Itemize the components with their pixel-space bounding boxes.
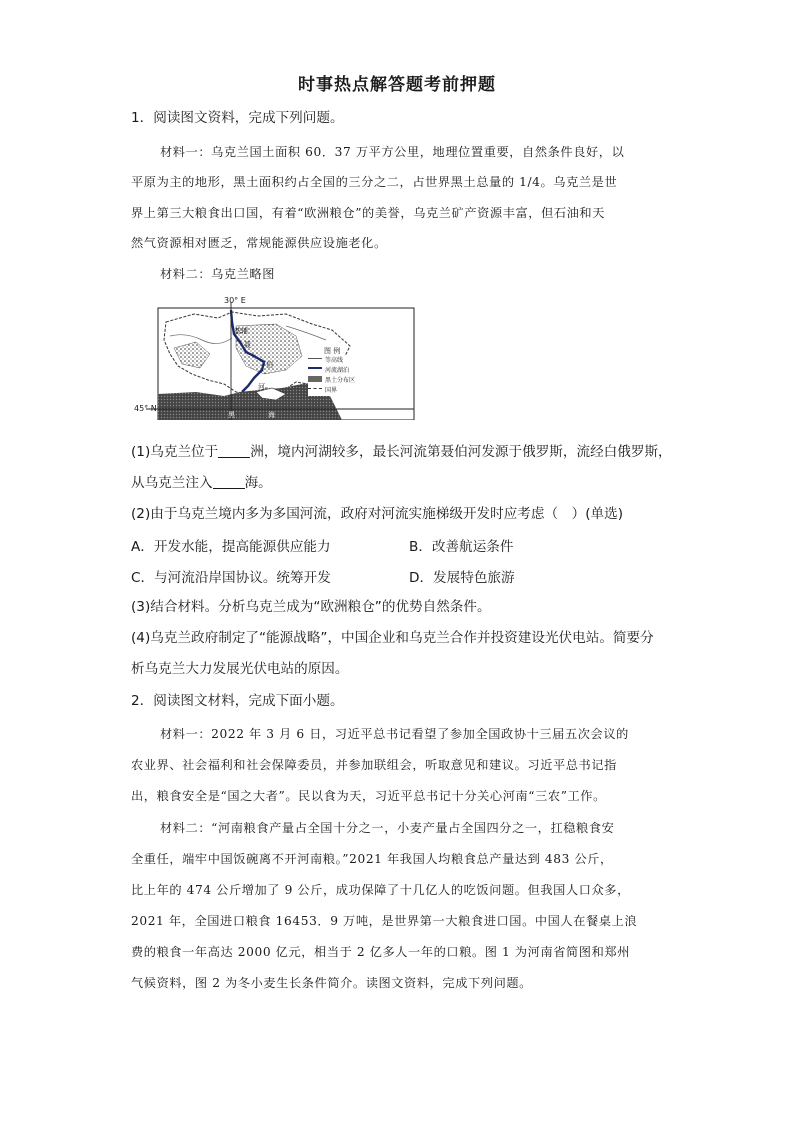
option-a[interactable]: A．开发水能，提高能源供应能力 bbox=[131, 539, 331, 555]
q2-heading: 2．阅读图文材料，完成下面小题。 bbox=[131, 693, 344, 709]
q1-material1-line: 平原为主的地形，黑土面积约占全国的三分之二，占世界黑土总量的 1/4。乌克兰是世 bbox=[131, 175, 618, 189]
q1-material1-line: 界上第三大粮食出口国，有着“欧洲粮仓”的美誉，乌克兰矿产资源丰富，但石油和天 bbox=[131, 206, 606, 220]
q2-material2-line: 费的粮食一年高达 2000 亿元，相当于 2 亿多人一年的口粮。图 1 为河南省简图和郑州 bbox=[131, 945, 630, 959]
latitude-label: 45° N bbox=[134, 404, 157, 413]
q2-material2-line: 材料二：“河南粮食产量占全国十分之一，小麦产量占全国四分之一，扛稳粮食安 bbox=[160, 821, 615, 835]
q2-material1-line: 出，粮食安全是“国之大者”。民以食为天，习近平总书记十分关心河南“三农”工作。 bbox=[131, 789, 606, 803]
q1-sub4: (4)乌克兰政府制定了“能源战略”，中国企业和乌克兰合作并投资建设光伏电站。简要分 bbox=[131, 630, 654, 646]
q2-material1-line: 农业界、社会福利和社会保障委员，并参加联组会，听取意见和建议。习近平总书记指 bbox=[131, 758, 617, 772]
q1-sub3: (3)结合材料。分析乌克兰成为“欧洲粮仓”的优势自然条件。 bbox=[131, 599, 491, 615]
map-city-label: 基辅 bbox=[234, 327, 248, 335]
q1-sub1: (1)乌克兰位于 洲，境内河湖较多，最长河流第聂伯河发源于俄罗斯，流经白俄罗斯， bbox=[131, 444, 672, 460]
q1-sub4: 析乌克兰大力发展光伏电站的原因。 bbox=[131, 661, 349, 677]
q1-material1-line: 然气资源相对匮乏，常规能源供应设施老化。 bbox=[131, 236, 387, 250]
q2-material2-line: 2021 年，全国进口粮食 16453．9 万吨，是世界第一大粮食进口国。中国人在餐桌上浪 bbox=[131, 914, 638, 928]
q1-heading: 1．阅读图文资料，完成下列问题。 bbox=[131, 110, 344, 126]
map-river-label: 河 bbox=[258, 383, 265, 391]
option-c[interactable]: C．与河流沿岸国协议。统筹开发 bbox=[131, 570, 331, 586]
legend-item: 河流湖泊 bbox=[308, 366, 398, 376]
legend-item: 国界 bbox=[308, 386, 398, 396]
q1-sub1-cont: 从乌克兰注入 海。 bbox=[131, 475, 272, 491]
legend-item: 等高线 bbox=[308, 356, 398, 366]
map-river-label: 伯 bbox=[266, 361, 273, 369]
q1-material1-line: 材料一：乌克兰国土面积 60．37 万平方公里，地理位置重要，自然条件良好，以 bbox=[160, 145, 625, 159]
answer-blank[interactable] bbox=[218, 443, 250, 458]
longitude-label: 30° E bbox=[224, 296, 246, 305]
q1-sub2: (2)由于乌克兰境内多为多国河流，政府对河流实施梯级开发时应考虑（ ）(单选) bbox=[131, 506, 624, 522]
q1-material2-label: 材料二：乌克兰略图 bbox=[160, 267, 276, 281]
q2-material2-line: 全重任，端牢中国饭碗离不开河南粮。”2021 年我国人均粮食总产量达到 483 公斤， bbox=[131, 852, 613, 866]
map-legend bbox=[308, 346, 398, 396]
q2-material2-line: 气候资料，图 2 为冬小麦生长条件简介。读图文资料，完成下列问题。 bbox=[131, 976, 532, 990]
option-d[interactable]: D．发展特色旅游 bbox=[409, 570, 515, 586]
q2-material1-line: 材料一：2022 年 3 月 6 日，习近平总书记看望了参加全国政协十三届五次会议的 bbox=[160, 727, 629, 741]
option-b[interactable]: B．改善航运条件 bbox=[409, 539, 514, 555]
q2-material2-line: 比上年的 474 公斤增加了 9 公斤，成功保障了十几亿人的吃饭问题。但我国人口众多， bbox=[131, 883, 630, 897]
map-sea-label: 海 bbox=[268, 411, 275, 419]
ukraine-map bbox=[136, 296, 436, 420]
map-sea-label: 黑 bbox=[228, 411, 235, 419]
page-title: 时事热点解答题考前押题 bbox=[298, 75, 496, 95]
legend-item: 黑土分布区 bbox=[308, 376, 398, 386]
legend-title: 图 例 bbox=[324, 347, 341, 355]
answer-blank[interactable] bbox=[213, 474, 245, 489]
map-river-label: 聂 bbox=[244, 341, 251, 349]
